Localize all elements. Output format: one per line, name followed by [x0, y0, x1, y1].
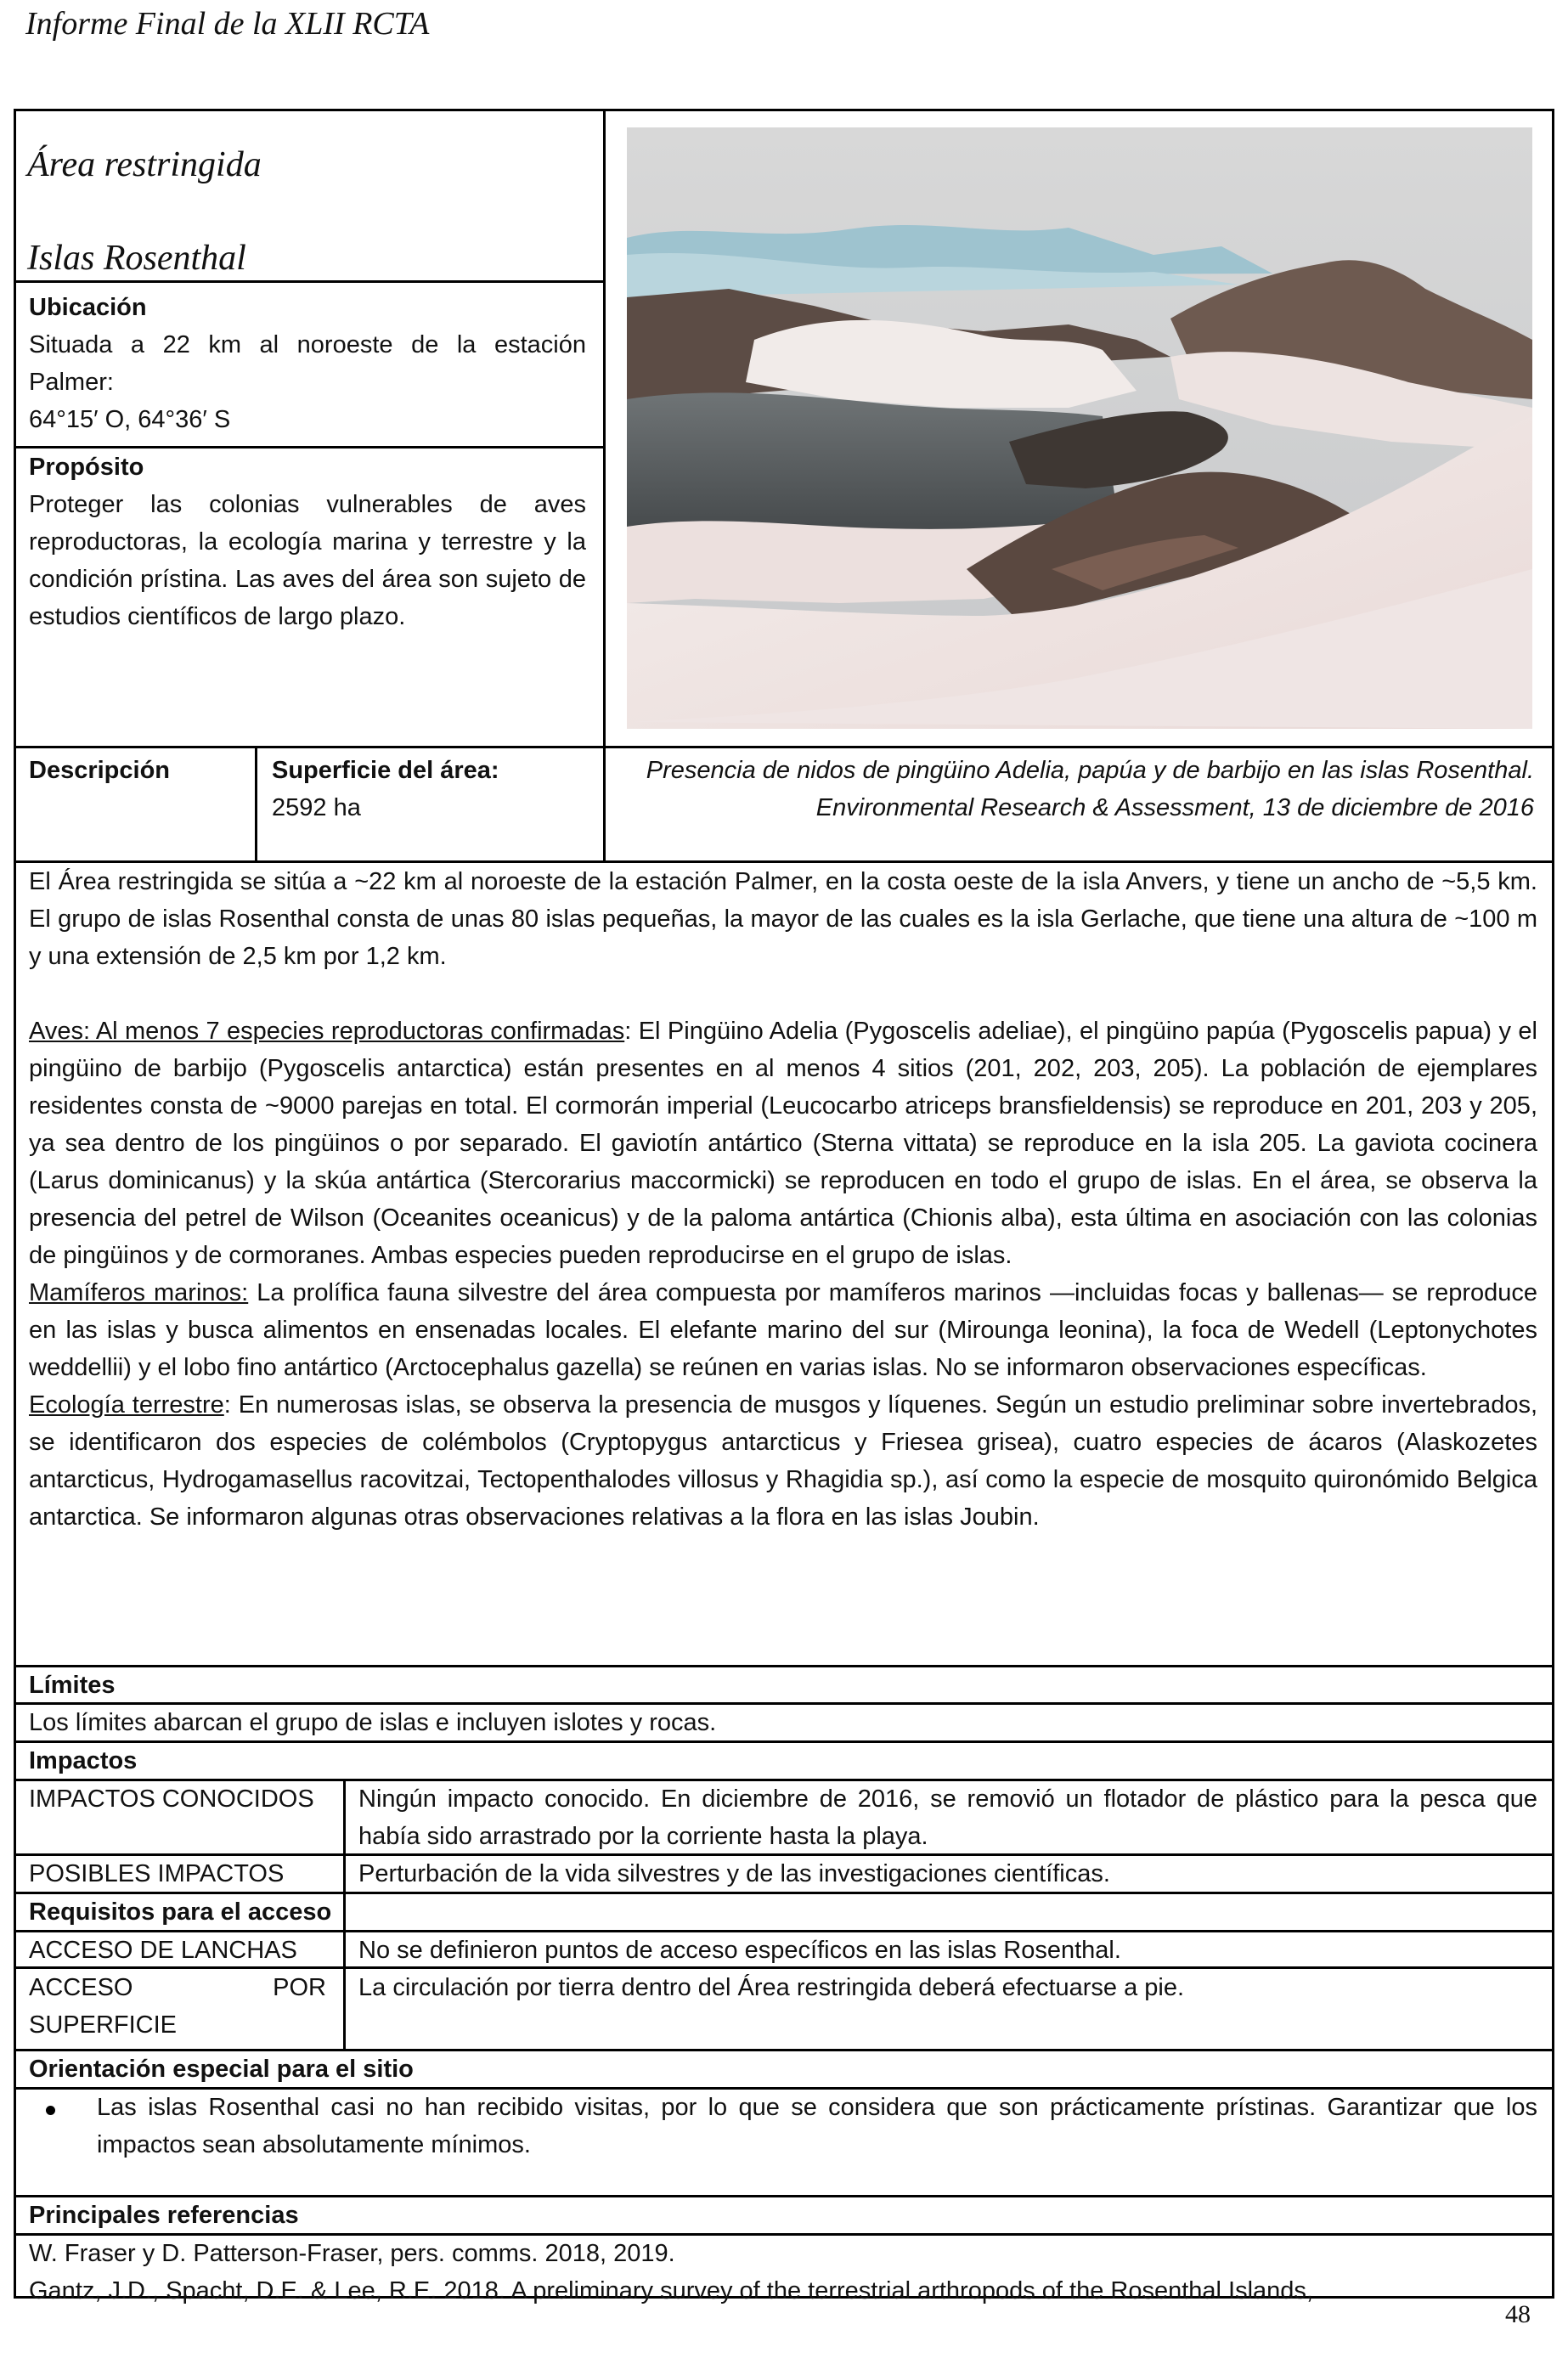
- possible-impacts-label: POSIBLES IMPACTOS: [29, 1860, 285, 1887]
- surface-access-label: ACCESO POR SUPERFICIE: [29, 1974, 326, 2039]
- divider: [14, 1665, 1554, 1667]
- known-impacts-text: Ningún impacto conocido. En diciembre de 2016, se removió un flotador de plástico para la pesca que había sido arrastrado por la corriente hasta la playa.: [358, 1785, 1537, 1850]
- surface-label: Superficie del área:: [272, 757, 499, 784]
- reference-item: W. Fraser y D. Patterson-Fraser, pers. comms. 2018, 2019.: [29, 2240, 675, 2267]
- birds-label: Aves: Al menos 7 especies reproductoras confirmadas: [29, 1018, 625, 1045]
- location-heading: Ubicación: [29, 294, 147, 321]
- references-heading: Principales referencias: [29, 2202, 299, 2229]
- impacts-heading: Impactos: [29, 1747, 138, 1774]
- boat-access-label: ACCESO DE LANCHAS: [29, 1937, 297, 1964]
- divider: [343, 1779, 346, 1930]
- description-heading: Descripción: [29, 757, 170, 784]
- purpose-text: Proteger las colonias vulnerables de aves reproductoras, la ecología marina y terrestre y la condición prístina. Las aves del área son sujeto de estudios científicos de largo plazo.: [29, 491, 586, 630]
- limits-text: Los límites abarcan el grupo de islas e incluyen islotes y rocas.: [29, 1709, 717, 1736]
- boat-access-text: No se definieron puntos de acceso específicos en las islas Rosenthal.: [358, 1937, 1121, 1964]
- limits-heading: Límites: [29, 1672, 116, 1699]
- divider: [14, 746, 1554, 748]
- birds-text: El Pingüino Adelia (Pygoscelis adeliae), el pingüino papúa (Pygoscelis papua) y el pingüino de barbijo (Pygoscelis antarctica) están presentes en al menos 4 sitios (201, 202, 203, 205). La población de ejemplares residentes consta de ~9000 parejas en total. El cormorán imperial (Leucocarbo atriceps bransfieldensis) se reproduce en 201, 203 y 205, ya sea dentro de los pingüinos o por separado. El gaviotín antártico (Sterna vittata) se reproduce en la isla 205. La gaviota cocinera (Larus dominicanus) y la skúa antártica (Stercorarius maccormicki) se reproducen en todo el grupo de islas. En el área, se observa la presencia del petrel de Wilson (Oceanites oceanicus) y de la paloma antártica (Chionis alba), esta última en asociación con las colonias de pingüinos y de cormoranes. Ambas especies pueden reproducirse en el grupo de islas.: [29, 1018, 1537, 1269]
- location-text: Situada a 22 km al noroeste de la estación Palmer:: [29, 331, 586, 396]
- possible-impacts-text: Perturbación de la vida silvestres y de las investigaciones científicas.: [358, 1860, 1110, 1887]
- mammals-label: Mamíferos marinos:: [29, 1279, 249, 1306]
- surface-access-text: La circulación por tierra dentro del Área restringida deberá efectuarse a pie.: [358, 1974, 1185, 2001]
- divider: [255, 746, 257, 863]
- running-title: Informe Final de la XLII RCTA: [25, 6, 430, 42]
- guidance-heading: Orientación especial para el sitio: [29, 2056, 414, 2083]
- bullet-icon: [46, 2106, 55, 2115]
- known-impacts-label: IMPACTOS CONOCIDOS: [29, 1785, 314, 1813]
- divider: [603, 746, 606, 863]
- reference-item: Gantz, J.D., Spacht, D.E. & Lee, R.E. 2018. A preliminary survey of the terrestrial arthropods of the Rosenthal Islands,: [29, 2277, 1313, 2304]
- ecology-label: Ecología terrestre: [29, 1391, 224, 1419]
- divider: [14, 280, 603, 283]
- divider: [603, 109, 606, 753]
- purpose-heading: Propósito: [29, 454, 144, 481]
- guidance-bullet: Las islas Rosenthal casi no han recibido visitas, por lo que se considera que son prácticamente prístinas. Garantizar que los impactos sean absolutamente mínimos.: [97, 2094, 1537, 2158]
- ecology-text: En numerosas islas, se observa la presencia de musgos y líquenes. Según un estudio preliminar sobre invertebrados, se identificaron dos especies de colémbolos (Cryptopygus antarcticus y Friesea grisea), cuatro especies de ácaros (Alaskozetes antarcticus, Hydrogamasellus racovitzai, Tectopenthalodes villosus y Rhagidia sp.), así como la especie de mosquito quironómido Belgica antarctica. Se informaron algunas otras observaciones relativas a la flora en las islas Joubin.: [29, 1391, 1538, 1531]
- area-kind: Área restringida: [27, 145, 262, 184]
- mammals-text: La prolífica fauna silvestre del área compuesta por mamíferos marinos —incluidas focas y ballenas— se reproduce en las islas y busca alimentos en ensenadas locales. El elefante marino del sur (Mirounga leonina), la foca de Wedell (Leptonychotes weddellii) y el lobo fino antártico (Arctocephalus gazella) se reúnen en varias islas. No se informaron observaciones específicas.: [29, 1279, 1538, 1381]
- photo-credit: Environmental Research & Assessment, 13 de diciembre de 2016: [815, 794, 1534, 821]
- coordinates: 64°15′ O, 64°36′ S: [29, 406, 231, 433]
- photo-caption: Presencia de nidos de pingüino Adelia, papúa y de barbijo en las islas Rosenthal.: [646, 757, 1534, 784]
- penguin-colony-photo: [627, 127, 1532, 729]
- access-heading: Requisitos para el acceso: [29, 1898, 332, 1926]
- area-name: Islas Rosenthal: [27, 239, 246, 278]
- description-intro: El Área restringida se sitúa a ~22 km al noroeste de la estación Palmer, en la costa oeste de la isla Anvers, y tiene un ancho de ~5,5 km. El grupo de islas Rosenthal consta de unas 80 islas pequeñas, la mayor de las cuales es la isla Gerlache, que tiene una altura de ~100 m y una extensión de 2,5 km por 1,2 km.: [29, 868, 1537, 970]
- divider: [343, 1930, 346, 2049]
- page-number: 48: [1505, 2300, 1531, 2328]
- surface-value: 2592 ha: [272, 794, 361, 821]
